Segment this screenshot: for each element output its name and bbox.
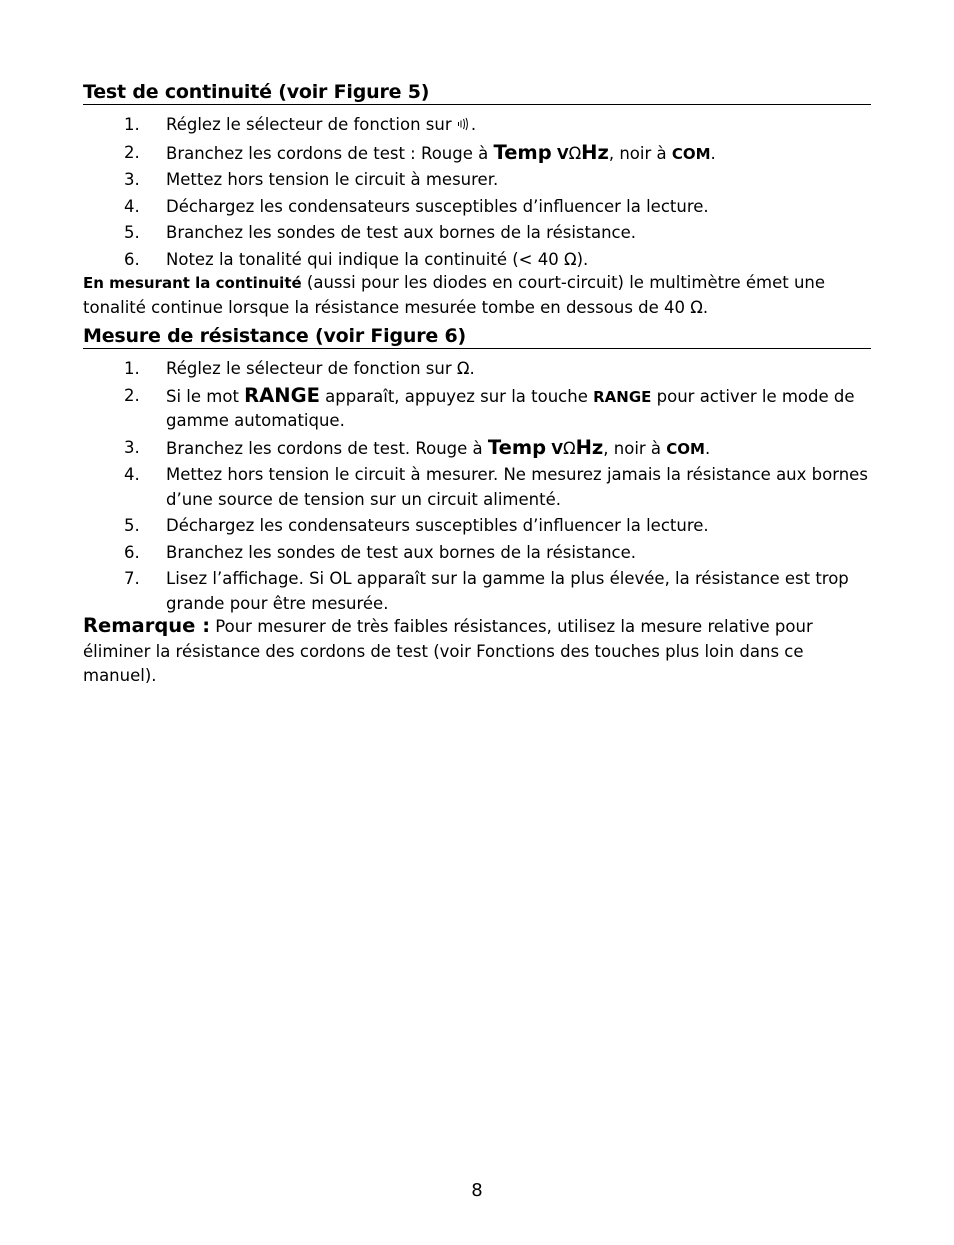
list-item — [0, 514, 954, 539]
step-number: 3. — [124, 170, 140, 189]
range-label: RANGE — [244, 383, 320, 407]
step-number: 3. — [124, 437, 140, 457]
continuity-note — [83, 271, 873, 320]
com-label: COM — [666, 439, 705, 458]
step-text: Réglez le sélecteur de fonction sur — [166, 115, 457, 134]
step-text: pour activer le mode de gamme automatique. — [166, 386, 855, 430]
step-text: Mettez hors tension le circuit à mesurer. — [166, 170, 499, 189]
ohm-symbol: Ω — [563, 438, 576, 458]
step-number: 5. — [124, 223, 140, 242]
list-item — [0, 113, 954, 139]
step-number: 2. — [124, 385, 140, 405]
step-text-end: . — [470, 115, 477, 134]
section-title-continuity: Test de continuité (voir Figure 5) — [83, 81, 871, 105]
step-text-end: . — [710, 143, 716, 163]
hz-label: Hz — [575, 435, 604, 459]
resistance-steps-list — [0, 357, 954, 618]
list-item — [0, 168, 954, 193]
step-text: Notez la tonalité qui indique la continuité (< 40 Ω). — [166, 249, 589, 269]
continuity-sound-icon — [457, 114, 471, 139]
step-number: 4. — [124, 465, 140, 484]
step-text: Branchez les cordons de test : Rouge à — [166, 143, 494, 163]
step-number: 1. — [124, 115, 140, 134]
section-title-resistance: Mesure de résistance (voir Figure 6) — [83, 325, 871, 349]
range-key-label: RANGE — [593, 387, 652, 406]
remark-text: Pour mesurer de très faibles résistances, utilisez la mesure relative pour éliminer la résistance des cordons de test (voir Fonctions des touches plus loin dans ce manuel). — [83, 617, 813, 685]
list-item — [0, 357, 954, 382]
list-item — [0, 221, 954, 246]
hz-label: Hz — [581, 140, 609, 164]
remark-paragraph — [83, 614, 873, 689]
volt-label: V — [556, 144, 569, 163]
note-text: (aussi pour les diodes en court-circuit) le multimètre émet une tonalité continue lorsque la résistance mesurée tombe en dessous de 40 Ω. — [83, 273, 826, 317]
com-label: COM — [671, 144, 711, 163]
list-item — [0, 463, 954, 512]
step-text: , noir à — [608, 143, 672, 163]
step-text: Branchez les sondes de test aux bornes de la résistance. — [166, 542, 637, 562]
list-item — [0, 141, 954, 167]
step-number: 1. — [124, 359, 140, 378]
step-text: , noir à — [603, 438, 667, 458]
step-text: Déchargez les condensateurs susceptibles d’influencer la lecture. — [166, 196, 709, 216]
step-text: Branchez les sondes de test aux bornes de la résistance. — [166, 223, 637, 242]
step-text: Réglez le sélecteur de fonction sur Ω. — [166, 359, 475, 378]
step-number: 2. — [124, 142, 140, 162]
list-item — [0, 384, 954, 434]
step-text: Mettez hors tension le circuit à mesurer. Ne mesurez jamais la résistance aux bornes d’une source de tension sur un circuit alimenté. — [166, 465, 868, 509]
step-text: Lisez l’affichage. Si OL apparaît sur la gamme la plus élevée, la résistance est trop grande pour être mesurée. — [166, 569, 849, 613]
step-number: 5. — [124, 516, 140, 535]
step-number: 6. — [124, 249, 140, 269]
step-text: Déchargez les condensateurs susceptibles d’influencer la lecture. — [166, 516, 709, 535]
page-number: 8 — [471, 1180, 483, 1201]
list-item — [0, 541, 954, 566]
volt-label: V — [551, 439, 563, 458]
temp-label: Temp — [493, 140, 552, 164]
step-text-end: . — [704, 438, 711, 458]
temp-label: Temp — [487, 435, 547, 459]
list-item — [0, 436, 954, 462]
step-number: 4. — [124, 196, 140, 216]
note-bold-lead: En mesurant la continuité — [83, 274, 302, 292]
ohm-symbol: Ω — [568, 143, 582, 163]
remark-label: Remarque : — [83, 614, 210, 637]
step-text: Si le mot — [166, 386, 245, 406]
list-item — [0, 195, 954, 220]
step-text: Branchez les cordons de test. Rouge à — [166, 438, 488, 458]
list-item — [0, 248, 954, 273]
step-number: 7. — [124, 569, 140, 588]
list-item — [0, 567, 954, 616]
continuity-steps-list — [0, 113, 954, 274]
step-number: 6. — [124, 542, 140, 562]
step-text: apparaît, appuyez sur la touche — [319, 386, 594, 406]
